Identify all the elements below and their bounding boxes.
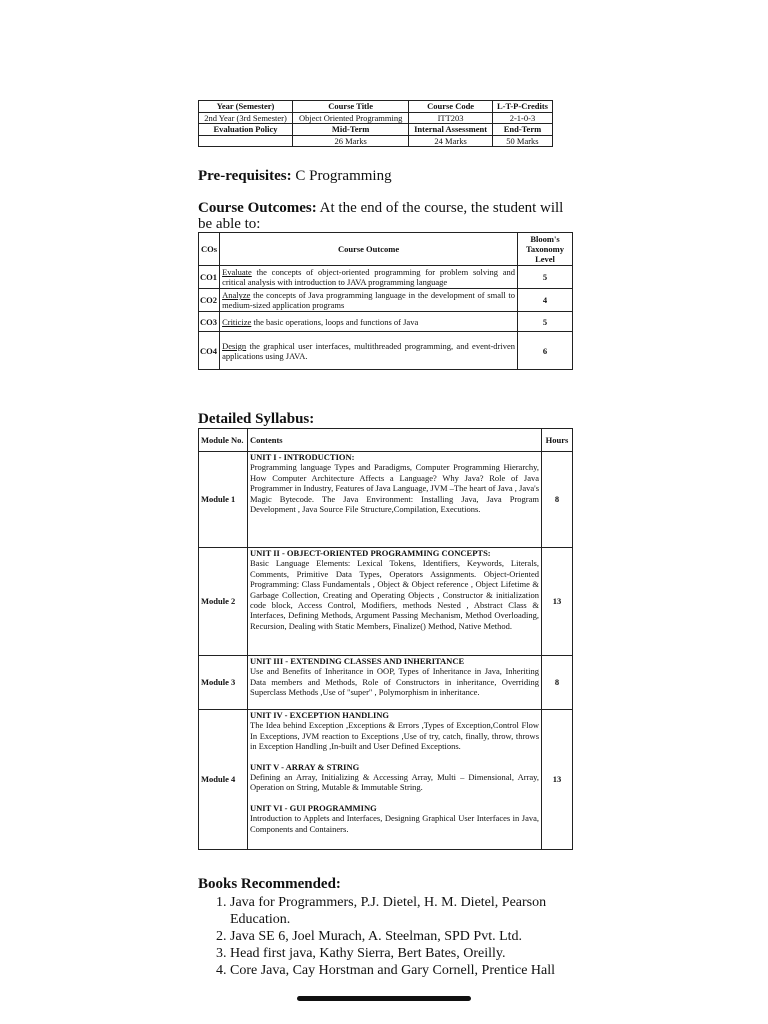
syllabus-header: Module No. <box>199 429 248 452</box>
syllabus-row <box>199 656 573 710</box>
unit-text: Programming language Types and Paradigms, Computer Programming Hierarchy, How Computer Architecture Affects a Language? Why Java? Role of Java Programmer in Industry, Features of Java Language, JVM –The heart of Java , Java's Magic Bytecode. The Java Environment: Installing Java, Java Program Development , Java Source File Structure,Compilation, Executions. <box>250 462 539 515</box>
syllabus-heading-text: Detailed Syllabus: <box>198 411 315 427</box>
evaluation-header: Mid-Term <box>293 124 409 136</box>
evaluation-header-row <box>199 124 553 136</box>
syllabus-table <box>198 428 573 850</box>
unit-title: UNIT IV - EXCEPTION HANDLING <box>250 710 390 720</box>
unit-text: Basic Language Elements: Lexical Tokens, Identifiers, Keywords, Literals, Comments, Primitive Data Types, Operators Assignments. Object-Oriented Programming: Class Fundamentals , Object & Object reference , Object Lifetime & Garbage Collection, Creating and Operating Objects , Constructor & initialization code block, Access Control, Modifiers, methods Nested , Abstract Class & Interfaces, Defining Methods, Argument Passing Mechanism, Method Overloading, Recursion, Dealing with Static Members, Finalize() Method, Native Method. <box>250 558 539 631</box>
course-info-table <box>198 100 553 147</box>
book-item: 4. Core Java, Cay Horstman and Gary Cornell, Prentice Hall <box>216 963 556 978</box>
marks-row <box>199 135 553 147</box>
prerequisites-value: C Programming <box>291 168 392 184</box>
unit-text: The Idea behind Exception ,Exceptions & Errors ,Types of Exception,Control Flow In Exceptions, JVM reaction to Exceptions ,Use of try, catch, finally, throw, throws in Exception Handling ,In-built and User Defined Exceptions. <box>250 720 539 752</box>
co-header: Bloom's Taxonomy Level <box>518 233 573 266</box>
course-outcomes-intro: At the end of the course, the student will be able to: <box>198 200 564 232</box>
book-item: 1. Java for Programmers, P.J. Dietel, H. M. Dietel, Pearson Education. <box>216 895 547 927</box>
course-info-header: Year (Semester) <box>199 101 293 113</box>
marks-cell <box>199 135 293 147</box>
co-text <box>220 312 518 332</box>
end-term-marks-cell: 50 Marks <box>492 135 552 147</box>
course-info-row <box>199 112 553 124</box>
prerequisites-label: Pre-requisites: <box>198 168 292 184</box>
syllabus-heading <box>198 411 314 428</box>
module-name: Module 2 <box>199 548 248 656</box>
mid-term-marks-cell: 26 Marks <box>293 135 409 147</box>
evaluation-header: Evaluation Policy <box>199 124 293 136</box>
module-name: Module 3 <box>199 656 248 710</box>
unit-title: UNIT V - ARRAY & STRING <box>250 761 360 772</box>
unit-title: UNIT III - EXTENDING CLASSES AND INHERITANCE <box>250 656 465 666</box>
co-row <box>199 289 573 312</box>
module-hours: 13 <box>542 548 573 656</box>
course-info-header-row <box>199 101 553 113</box>
module-content <box>248 656 542 710</box>
credits-cell: 2-1-0-3 <box>492 112 552 124</box>
course-outcomes-heading <box>198 200 578 232</box>
co-id: CO2 <box>199 289 220 312</box>
unit-title: UNIT VI - GUI PROGRAMMING <box>250 802 377 813</box>
books-heading <box>198 876 341 893</box>
co-verb: Evaluate <box>222 267 252 277</box>
co-description: the basic operations, loops and functions of Java <box>251 316 419 327</box>
co-row <box>199 312 573 332</box>
course-info-header: L-T-P-Credits <box>492 101 552 113</box>
course-outcomes-label: Course Outcomes: <box>198 200 317 216</box>
co-description: the concepts of Java programming language in the development of small to medium-sized application programs <box>222 290 515 310</box>
co-description: the graphical user interfaces, multithreaded programming, and event-driven applications using JAVA. <box>222 340 515 361</box>
prerequisites <box>198 168 392 185</box>
co-header: Course Outcome <box>220 233 518 266</box>
course-code-cell: ITT203 <box>409 112 493 124</box>
books-list <box>214 894 579 979</box>
module-content <box>248 452 542 548</box>
evaluation-header: Internal Assessment <box>409 124 493 136</box>
syllabus-header: Hours <box>542 429 573 452</box>
module-hours: 8 <box>542 452 573 548</box>
course-title-cell: Object Oriented Programming <box>293 112 409 124</box>
co-id: CO3 <box>199 312 220 332</box>
module-content <box>248 710 542 850</box>
internal-assessment-marks-cell: 24 Marks <box>409 135 493 147</box>
unit-title: UNIT I - INTRODUCTION: <box>250 452 355 462</box>
co-text <box>220 289 518 312</box>
unit-text: Introduction to Applets and Interfaces, Designing Graphical User Interfaces in Java, Components and Containers. <box>250 813 539 834</box>
module-hours: 13 <box>542 710 573 850</box>
co-row <box>199 266 573 289</box>
co-level: 5 <box>518 312 573 332</box>
co-id: CO4 <box>199 332 220 370</box>
course-info-header: Course Title <box>293 101 409 113</box>
co-header-row <box>199 233 573 266</box>
module-name: Module 1 <box>199 452 248 548</box>
syllabus-row <box>199 452 573 548</box>
book-item: 2. Java SE 6, Joel Murach, A. Steelman, SPD Pvt. Ltd. <box>216 929 523 944</box>
co-row <box>199 332 573 370</box>
co-level: 6 <box>518 332 573 370</box>
co-verb: Criticize <box>222 316 252 327</box>
home-indicator[interactable] <box>297 996 471 1001</box>
module-name: Module 4 <box>199 710 248 850</box>
course-info-header: Course Code <box>409 101 493 113</box>
co-id: CO1 <box>199 266 220 289</box>
co-level: 4 <box>518 289 573 312</box>
co-text <box>220 266 518 289</box>
co-level: 5 <box>518 266 573 289</box>
co-header: COs <box>199 233 220 266</box>
co-verb: Design <box>222 340 247 351</box>
unit-title: UNIT II - OBJECT-ORIENTED PROGRAMMING CONCEPTS: <box>250 548 491 558</box>
year-semester-cell: 2nd Year (3rd Semester) <box>199 112 293 124</box>
syllabus-header: Contents <box>248 429 542 452</box>
course-outcomes-table <box>198 232 573 370</box>
co-text <box>220 332 518 370</box>
co-description: the concepts of object-oriented programming for problem solving and critical analysis with introduction to JAVA programming language <box>222 267 515 287</box>
module-hours: 8 <box>542 656 573 710</box>
co-verb: Analyze <box>222 290 251 300</box>
unit-text: Defining an Array, Initializing & Accessing Array, Multi – Dimensional, Array, Operation on String, Mutable & Immutable String. <box>250 772 539 793</box>
unit-text: Use and Benefits of Inheritance in OOP, Types of Inheritance in Java, Inheriting Data members and Methods, Role of Constructors in inheritance, Overriding Superclass Methods ,Use of "super" , Polymorphism in inheritance. <box>250 666 539 698</box>
module-content <box>248 548 542 656</box>
syllabus-row <box>199 548 573 656</box>
book-item: 3. Head first java, Kathy Sierra, Bert Bates, Oreilly. <box>216 946 506 961</box>
books-heading-text: Books Recommended: <box>198 876 341 892</box>
syllabus-row <box>199 710 573 850</box>
evaluation-header: End-Term <box>492 124 552 136</box>
syllabus-header-row <box>199 429 573 452</box>
